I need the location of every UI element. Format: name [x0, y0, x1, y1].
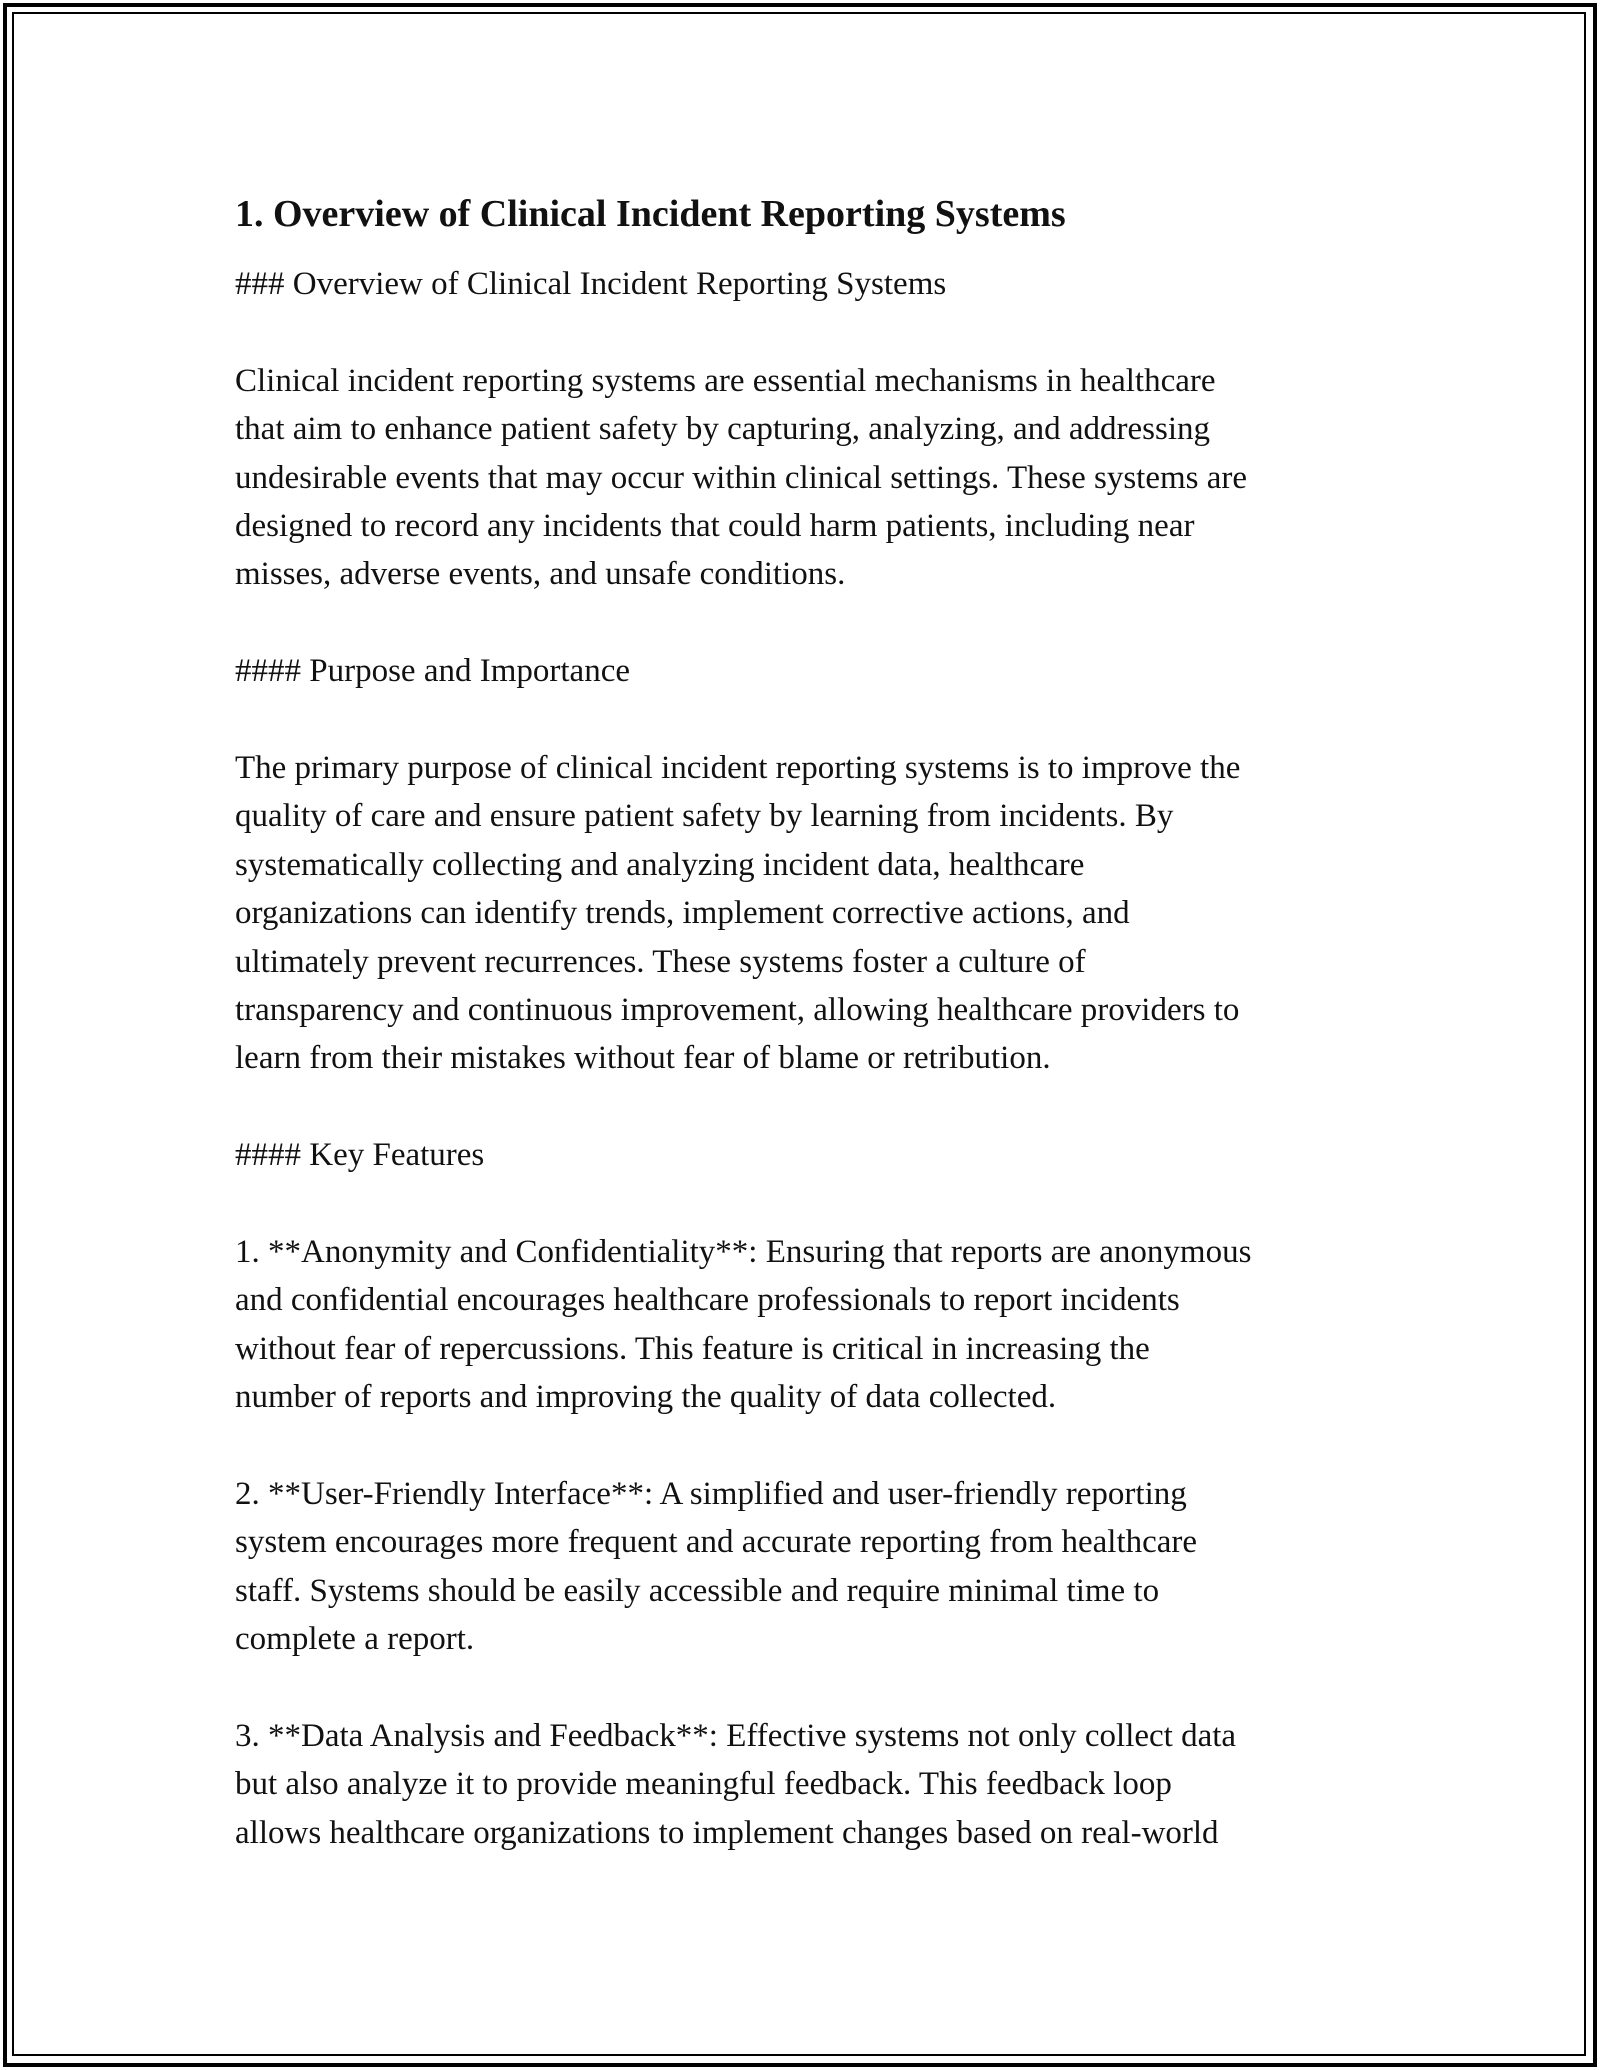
- document-title: 1. Overview of Clinical Incident Reporting Systems: [235, 193, 1066, 235]
- text-line: The primary purpose of clinical incident reporting systems is to improve the: [235, 750, 1241, 787]
- paragraph: [235, 1712, 1395, 1857]
- paragraph: [235, 1131, 1395, 1179]
- text-line: number of reports and improving the quality of data collected.: [235, 1379, 1057, 1416]
- text-line: and confidential encourages healthcare professionals to report incidents: [235, 1282, 1180, 1319]
- text-line: without fear of repercussions. This feature is critical in increasing the: [235, 1330, 1150, 1367]
- paragraph: [235, 1470, 1395, 1664]
- text-line: learn from their mistakes without fear of blame or retribution.: [235, 1040, 1051, 1077]
- text-line: systematically collecting and analyzing incident data, healthcare: [235, 846, 1085, 883]
- text-line: 3. **Data Analysis and Feedback**: Effective systems not only collect data: [235, 1718, 1237, 1755]
- text-line: but also analyze it to provide meaningful feedback. This feedback loop: [235, 1766, 1172, 1803]
- text-line: organizations can identify trends, implement corrective actions, and: [235, 895, 1130, 932]
- text-line: designed to record any incidents that could harm patients, including near: [235, 508, 1195, 545]
- text-line: misses, adverse events, and unsafe conditions.: [235, 556, 846, 593]
- text-line: 1. **Anonymity and Confidentiality**: Ensuring that reports are anonymous: [235, 1234, 1252, 1271]
- text-line: ultimately prevent recurrences. These systems foster a culture of: [235, 943, 1086, 980]
- text-line: quality of care and ensure patient safety by learning from incidents. By: [235, 798, 1174, 835]
- paragraph-list: [235, 260, 1395, 1857]
- paragraph: [235, 357, 1395, 599]
- paragraph: [235, 1228, 1395, 1422]
- text-line: system encourages more frequent and accurate reporting from healthcare: [235, 1524, 1198, 1561]
- text-line: #### Key Features: [235, 1137, 485, 1174]
- text-line: undesirable events that may occur within clinical settings. These systems are: [235, 459, 1248, 496]
- text-line: 2. **User-Friendly Interface**: A simplified and user-friendly reporting: [235, 1476, 1187, 1513]
- text-line: complete a report.: [235, 1621, 475, 1658]
- text-line: allows healthcare organizations to implement changes based on real-world: [235, 1814, 1219, 1851]
- text-line: staff. Systems should be easily accessible and require minimal time to: [235, 1572, 1160, 1609]
- paragraph: [235, 260, 1395, 308]
- document-body: [235, 186, 1395, 1906]
- text-line: Clinical incident reporting systems are essential mechanisms in healthcare: [235, 362, 1216, 399]
- text-line: transparency and continuous improvement, allowing healthcare providers to: [235, 992, 1240, 1029]
- text-line: #### Purpose and Importance: [235, 653, 630, 690]
- paragraph: [235, 647, 1395, 695]
- text-line: ### Overview of Clinical Incident Reporting Systems: [235, 266, 947, 302]
- text-line: that aim to enhance patient safety by capturing, analyzing, and addressing: [235, 411, 1210, 448]
- paragraph: [235, 744, 1395, 1083]
